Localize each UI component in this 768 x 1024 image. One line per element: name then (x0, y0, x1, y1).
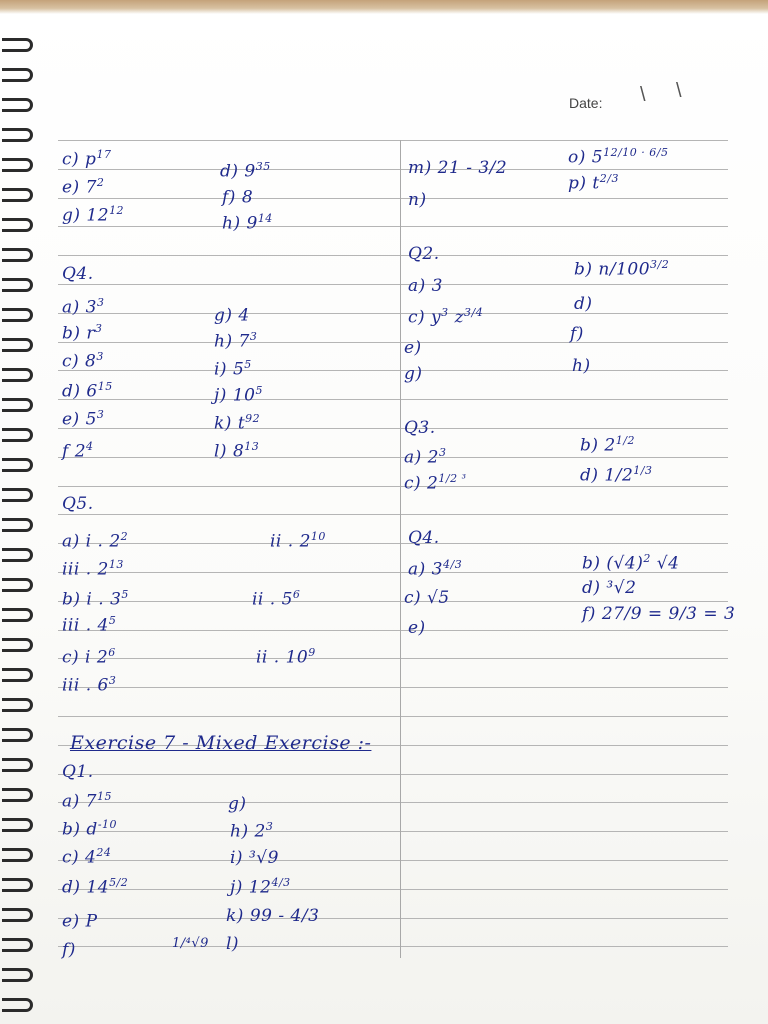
q4-k: k) $t^{92}$ (214, 412, 261, 434)
ruled-line (58, 946, 728, 947)
q1-j: j) $12^{4/3}$ (230, 876, 291, 898)
q5-b-i: b) i . $3^5$ (62, 588, 129, 610)
spiral-ring (2, 128, 33, 142)
answer-o: o) $5^{12/10 \cdot 6/5}$ (568, 146, 669, 168)
q4-e: e) $5^3$ (62, 408, 105, 430)
ruled-line (58, 543, 728, 544)
desk-edge (0, 0, 768, 14)
q5-b-ii: ii . $5^6$ (252, 588, 301, 610)
q5-heading: Q5. (62, 494, 94, 514)
spiral-ring (2, 278, 33, 292)
q3-a: a) $2^3$ (404, 446, 447, 468)
ruled-line (58, 774, 728, 775)
answer-d: d) $9^{35}$ (220, 160, 271, 182)
q5-a-i: a) i . $2^2$ (62, 530, 129, 552)
q2-a: a) 3 (408, 276, 443, 296)
q5-b-iii: iii . $4^5$ (62, 614, 117, 636)
q1-heading: Q1. (62, 762, 94, 782)
spiral-ring (2, 518, 33, 532)
q4r-d: d) ³√2 (582, 578, 637, 598)
ruled-line (58, 226, 728, 227)
q2-d: d) (574, 294, 593, 314)
q4-l: l) $8^{13}$ (214, 440, 260, 462)
q1-c: c) $4^{24}$ (62, 846, 112, 868)
answer-g: g) $12^{12}$ (62, 204, 125, 226)
spiral-ring (2, 368, 33, 382)
spiral-ring (2, 668, 33, 682)
spiral-ring (2, 308, 33, 322)
spiral-ring (2, 608, 33, 622)
q4r-heading: Q4. (408, 528, 440, 548)
spiral-ring (2, 998, 33, 1012)
q4-g: g) 4 (214, 305, 250, 326)
ruled-line (58, 630, 728, 631)
q4-j: j) $10^5$ (214, 384, 263, 406)
q3-heading: Q3. (404, 418, 436, 438)
spiral-ring (2, 728, 33, 742)
spiral-ring (2, 98, 33, 112)
q1-b: b) $d^{-10}$ (62, 818, 118, 840)
answer-h: h) $9^{14}$ (222, 212, 273, 234)
spiral-ring (2, 848, 33, 862)
spiral-ring (2, 38, 33, 52)
q5-c-i: c) i $2^6$ (62, 646, 116, 668)
q3-c: c) $2^{1/2 ^3}$ (404, 472, 467, 494)
ruled-line (58, 370, 728, 371)
ruled-line (58, 198, 728, 199)
spiral-ring (2, 698, 33, 712)
spiral-ring (2, 788, 33, 802)
spiral-ring (2, 68, 33, 82)
spiral-ring (2, 968, 33, 982)
ruled-line (58, 802, 728, 803)
ruled-line (58, 601, 728, 602)
q1-d: d) $14^{5/2}$ (62, 876, 129, 898)
q2-heading: Q2. (408, 244, 440, 264)
q4-b: b) $r^3$ (62, 322, 103, 344)
q2-g: g) (404, 364, 423, 384)
spiral-ring (2, 908, 33, 922)
q4-d: d) $6^{15}$ (62, 380, 113, 402)
q5-a-iii: iii . $2^{13}$ (62, 558, 124, 580)
spiral-ring (2, 188, 33, 202)
exercise-title: Exercise 7 - Mixed Exercise :- (70, 732, 372, 754)
ruled-line (58, 457, 728, 458)
ruled-line (58, 889, 728, 890)
spiral-ring (2, 548, 33, 562)
q1-h: h) $2^3$ (230, 820, 274, 842)
ruled-line (58, 169, 728, 170)
q2-c: c) $y^3$ $z^{3/4}$ (408, 306, 484, 328)
answer-p: p) $t^{2/3}$ (568, 172, 619, 194)
q4-h: h) $7^3$ (214, 330, 258, 352)
date-slash-2: \ (676, 80, 682, 102)
spiral-ring (2, 428, 33, 442)
q4-heading: Q4. (62, 264, 94, 284)
ruled-line (58, 831, 728, 832)
q5-c-ii: ii . $10^9$ (256, 646, 316, 668)
ruled-line (58, 860, 728, 861)
q4-f: f $2^4$ (62, 440, 94, 462)
q4r-e: e) (408, 618, 426, 638)
q1-f-answer: 1/⁴√9 (172, 936, 209, 951)
q1-k: k) 99 - 4/3 (226, 906, 320, 926)
q5-a-ii: ii . $2^{10}$ (270, 530, 326, 552)
q4r-b: b) $(√4)^2$ √4 (582, 552, 680, 574)
spiral-ring (2, 638, 33, 652)
ruled-line (58, 918, 728, 919)
spiral-ring (2, 938, 33, 952)
q2-h: h) (572, 356, 591, 376)
ruled-line (58, 687, 728, 688)
q1-a: a) $7^{15}$ (62, 790, 112, 812)
q1-g: g) (228, 794, 247, 814)
date-slash-1: \ (640, 84, 646, 106)
spiral-ring (2, 878, 33, 892)
ruled-line (58, 716, 728, 717)
q1-i: i) ³√9 (230, 848, 279, 868)
q2-f: f) (570, 324, 584, 344)
ruled-line (58, 399, 728, 400)
ruled-line (58, 658, 728, 659)
q4-a: a) $3^3$ (62, 296, 105, 318)
spiral-ring (2, 758, 33, 772)
ruled-line (58, 514, 728, 515)
answer-m: m) 21 - 3/2 (408, 158, 508, 178)
ruled-line (58, 342, 728, 343)
ruled-line (58, 255, 728, 256)
spiral-ring (2, 398, 33, 412)
q4r-c: c) √5 (404, 588, 450, 608)
q4-c: c) $8^3$ (62, 350, 104, 372)
q4r-a: a) $3^{4/3}$ (408, 558, 463, 580)
q4-i: i) $5^5$ (214, 358, 252, 380)
answer-c: c) $p^{17}$ (62, 148, 112, 170)
answer-e: e) $7^2$ (62, 176, 105, 198)
spiral-ring (2, 818, 33, 832)
q2-e: e) (404, 338, 422, 358)
ruled-line (58, 284, 728, 285)
q3-d: d) $1/2^{1/3}$ (580, 464, 653, 486)
q4r-f: f) 27/9 = 9/3 = 3 (582, 604, 736, 624)
page-divider-line (400, 140, 401, 958)
ruled-line (58, 428, 728, 429)
spiral-ring (2, 218, 33, 232)
date-label: Date: (569, 95, 603, 111)
q2-b: b) $n/100^{3/2}$ (574, 258, 670, 280)
ruled-line (58, 140, 728, 141)
spiral-ring (2, 338, 33, 352)
answer-f: f) 8 (222, 187, 254, 208)
ruled-line (58, 486, 728, 487)
spiral-ring (2, 578, 33, 592)
q1-l: l) (226, 934, 240, 954)
q3-b: b) $2^{1/2}$ (580, 434, 635, 456)
spiral-binding (0, 0, 40, 1024)
spiral-ring (2, 158, 33, 172)
ruled-line (58, 313, 728, 314)
q1-f: f) (62, 940, 76, 960)
q1-e: e) P (62, 911, 98, 932)
spiral-ring (2, 458, 33, 472)
q5-c-iii: iii . $6^3$ (62, 674, 117, 696)
spiral-ring (2, 248, 33, 262)
answer-n: n) (408, 190, 427, 210)
spiral-ring (2, 488, 33, 502)
